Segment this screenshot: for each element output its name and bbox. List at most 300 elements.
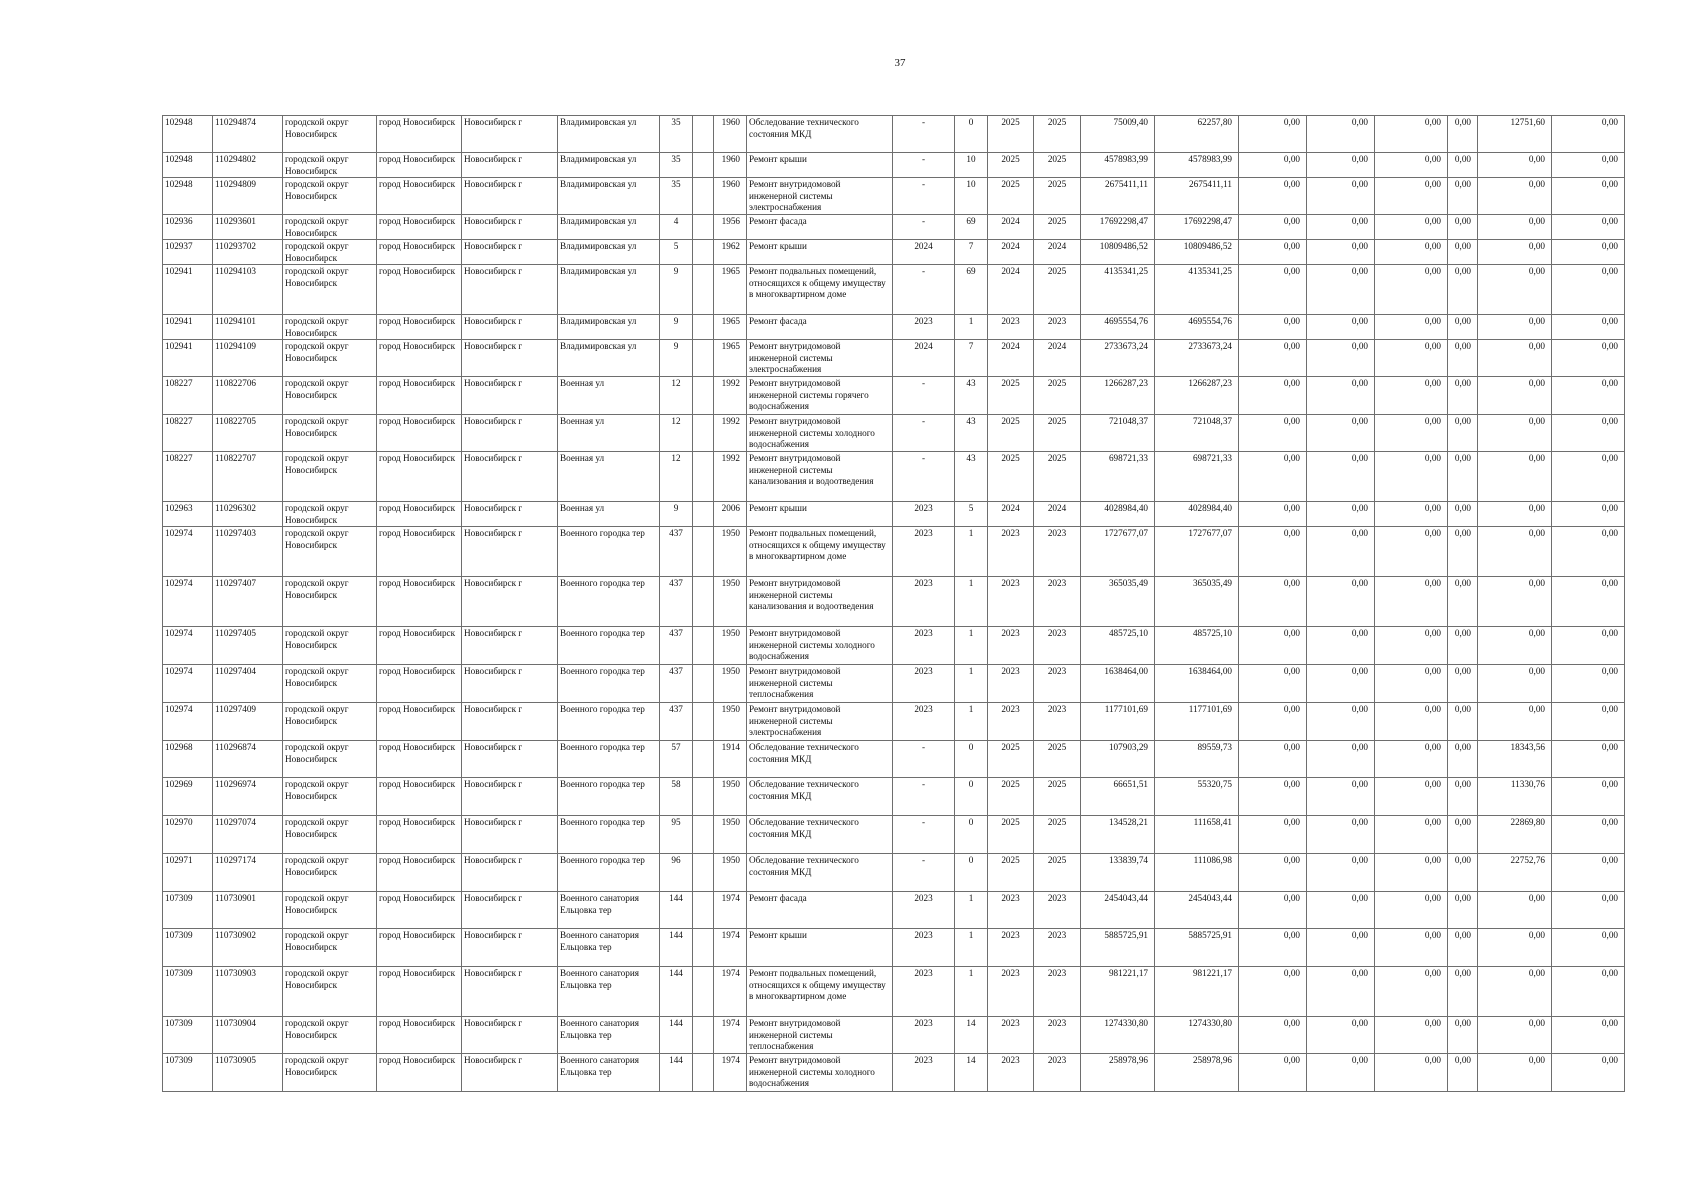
cell-building — [693, 415, 714, 452]
cell-cost-remaining: 0,00 — [1552, 577, 1625, 627]
cell-municipality: городской округ Новосибирск — [283, 215, 377, 240]
cell-cost-other: 0,00 — [1448, 240, 1478, 265]
cell-end-year: 2025 — [1034, 377, 1081, 415]
cell-house-number: 12 — [660, 415, 693, 452]
cell-work-type: Ремонт крыши — [747, 929, 893, 967]
cell-city: Новосибирск г — [462, 340, 558, 377]
cell-plan-year: - — [893, 153, 955, 178]
cell-year-built: 1974 — [714, 967, 747, 1017]
cell-end-year: 2023 — [1034, 665, 1081, 703]
cell-municipality: городской округ Новосибирск — [283, 527, 377, 577]
cell-municipality: городской округ Новосибирск — [283, 1017, 377, 1054]
cell-cost-regional: 0,00 — [1307, 527, 1375, 577]
cell-cost-owners: 0,00 — [1478, 153, 1552, 178]
cell-settlement: город Новосибирск — [377, 265, 462, 315]
cell-municipality: городской округ Новосибирск — [283, 778, 377, 816]
cell-cost-remaining: 0,00 — [1552, 527, 1625, 577]
cell-year-built: 1974 — [714, 1017, 747, 1054]
table-row — [163, 929, 1625, 967]
cell-settlement: город Новосибирск — [377, 703, 462, 741]
cell-plan-year: 2023 — [893, 703, 955, 741]
cell-wear-percent: 1 — [955, 892, 988, 929]
cell-municipality: городской округ Новосибирск — [283, 240, 377, 265]
cell-cost-regional: 0,00 — [1307, 340, 1375, 377]
cell-building — [693, 967, 714, 1017]
cell-cost-local: 0,00 — [1375, 816, 1448, 854]
cell-house-id: 102941 — [163, 315, 213, 340]
cell-cost-owners: 0,00 — [1478, 340, 1552, 377]
cell-cost-other: 0,00 — [1448, 816, 1478, 854]
cell-settlement: город Новосибирск — [377, 816, 462, 854]
cell-cost-other: 0,00 — [1448, 967, 1478, 1017]
cell-cost-regional: 0,00 — [1307, 703, 1375, 741]
cell-cost-other: 0,00 — [1448, 315, 1478, 340]
cell-work-type: Ремонт подвальных помещений, относящихся к общему имуществу в многоквартирном доме — [747, 967, 893, 1017]
cell-work-type: Ремонт крыши — [747, 153, 893, 178]
cell-cost-local: 0,00 — [1375, 215, 1448, 240]
cell-cost-remaining: 0,00 — [1552, 215, 1625, 240]
cell-street: Военная ул — [558, 377, 660, 415]
cell-total-cost: 485725,10 — [1081, 627, 1155, 665]
cell-cost-other: 0,00 — [1448, 627, 1478, 665]
cell-cost-local: 0,00 — [1375, 240, 1448, 265]
cell-house-id: 102969 — [163, 778, 213, 816]
table-row — [163, 703, 1625, 741]
cell-work-type: Ремонт внутридомовой инженерной системы холодного водоснабжения — [747, 627, 893, 665]
cell-city: Новосибирск г — [462, 215, 558, 240]
cell-cost-federal: 0,00 — [1239, 377, 1307, 415]
cell-year-built: 1950 — [714, 778, 747, 816]
cell-building — [693, 116, 714, 153]
cell-building — [693, 929, 714, 967]
cell-start-year: 2023 — [988, 929, 1034, 967]
cell-cost-remaining: 0,00 — [1552, 741, 1625, 778]
cell-cost-remaining: 0,00 — [1552, 452, 1625, 502]
cell-cost-federal: 0,00 — [1239, 415, 1307, 452]
cell-house-number: 437 — [660, 627, 693, 665]
cell-cost-fund: 698721,33 — [1155, 452, 1239, 502]
cell-cost-regional: 0,00 — [1307, 892, 1375, 929]
cell-cost-fund: 2675411,11 — [1155, 178, 1239, 215]
cell-end-year: 2023 — [1034, 315, 1081, 340]
cell-cost-local: 0,00 — [1375, 665, 1448, 703]
cell-cost-local: 0,00 — [1375, 854, 1448, 892]
cell-house-number: 437 — [660, 665, 693, 703]
table-row — [163, 527, 1625, 577]
cell-house-number: 5 — [660, 240, 693, 265]
cell-settlement: город Новосибирск — [377, 215, 462, 240]
cell-street: Владимировская ул — [558, 116, 660, 153]
cell-total-cost: 721048,37 — [1081, 415, 1155, 452]
cell-street: Военного городка тер — [558, 665, 660, 703]
cell-cost-other: 0,00 — [1448, 340, 1478, 377]
table-row — [163, 854, 1625, 892]
cell-plan-year: - — [893, 116, 955, 153]
table-row — [163, 816, 1625, 854]
cell-municipality: городской округ Новосибирск — [283, 153, 377, 178]
cell-year-built: 1965 — [714, 265, 747, 315]
cell-end-year: 2023 — [1034, 892, 1081, 929]
cell-house-id: 102948 — [163, 178, 213, 215]
cell-total-cost: 75009,40 — [1081, 116, 1155, 153]
cell-start-year: 2025 — [988, 377, 1034, 415]
cell-end-year: 2025 — [1034, 178, 1081, 215]
cell-city: Новосибирск г — [462, 1054, 558, 1092]
cell-work-id: 110294874 — [213, 116, 283, 153]
table-row — [163, 741, 1625, 778]
cell-building — [693, 665, 714, 703]
cell-work-type: Ремонт подвальных помещений, относящихся к общему имуществу в многоквартирном доме — [747, 265, 893, 315]
cell-year-built: 1965 — [714, 315, 747, 340]
cell-total-cost: 698721,33 — [1081, 452, 1155, 502]
cell-municipality: городской округ Новосибирск — [283, 1054, 377, 1092]
cell-total-cost: 2733673,24 — [1081, 340, 1155, 377]
cell-total-cost: 10809486,52 — [1081, 240, 1155, 265]
cell-year-built: 1992 — [714, 377, 747, 415]
table-row — [163, 1017, 1625, 1054]
cell-building — [693, 741, 714, 778]
table-row — [163, 778, 1625, 816]
cell-cost-federal: 0,00 — [1239, 1054, 1307, 1092]
cell-end-year: 2023 — [1034, 577, 1081, 627]
cell-house-id: 102974 — [163, 527, 213, 577]
cell-cost-federal: 0,00 — [1239, 577, 1307, 627]
cell-cost-other: 0,00 — [1448, 215, 1478, 240]
cell-cost-remaining: 0,00 — [1552, 178, 1625, 215]
cell-start-year: 2023 — [988, 577, 1034, 627]
cell-cost-local: 0,00 — [1375, 265, 1448, 315]
cell-start-year: 2025 — [988, 741, 1034, 778]
cell-house-id: 107309 — [163, 929, 213, 967]
cell-start-year: 2024 — [988, 502, 1034, 527]
cell-start-year: 2023 — [988, 1054, 1034, 1092]
cell-building — [693, 1017, 714, 1054]
cell-cost-regional: 0,00 — [1307, 816, 1375, 854]
cell-cost-regional: 0,00 — [1307, 778, 1375, 816]
cell-start-year: 2025 — [988, 116, 1034, 153]
cell-settlement: город Новосибирск — [377, 502, 462, 527]
cell-cost-owners: 0,00 — [1478, 527, 1552, 577]
cell-cost-local: 0,00 — [1375, 741, 1448, 778]
cell-work-id: 110297409 — [213, 703, 283, 741]
cell-house-number: 9 — [660, 265, 693, 315]
cell-cost-fund: 1274330,80 — [1155, 1017, 1239, 1054]
cell-wear-percent: 1 — [955, 703, 988, 741]
cell-cost-regional: 0,00 — [1307, 116, 1375, 153]
cell-total-cost: 4028984,40 — [1081, 502, 1155, 527]
cell-start-year: 2025 — [988, 153, 1034, 178]
cell-street: Военного городка тер — [558, 577, 660, 627]
cell-cost-regional: 0,00 — [1307, 153, 1375, 178]
cell-end-year: 2023 — [1034, 703, 1081, 741]
cell-wear-percent: 1 — [955, 577, 988, 627]
cell-house-number: 12 — [660, 377, 693, 415]
cell-work-type: Ремонт внутридомовой инженерной системы канализования и водоотведения — [747, 452, 893, 502]
cell-work-id: 110297074 — [213, 816, 283, 854]
cell-end-year: 2025 — [1034, 265, 1081, 315]
cell-start-year: 2023 — [988, 703, 1034, 741]
cell-house-number: 12 — [660, 452, 693, 502]
cell-settlement: город Новосибирск — [377, 1054, 462, 1092]
cell-house-number: 57 — [660, 741, 693, 778]
cell-work-id: 110294103 — [213, 265, 283, 315]
cell-street: Владимировская ул — [558, 340, 660, 377]
cell-cost-regional: 0,00 — [1307, 502, 1375, 527]
cell-work-type: Ремонт внутридомовой инженерной системы электроснабжения — [747, 178, 893, 215]
cell-building — [693, 178, 714, 215]
cell-cost-owners: 0,00 — [1478, 577, 1552, 627]
cell-cost-regional: 0,00 — [1307, 967, 1375, 1017]
cell-settlement: город Новосибирск — [377, 315, 462, 340]
cell-building — [693, 315, 714, 340]
cell-cost-federal: 0,00 — [1239, 778, 1307, 816]
cell-work-id: 110297407 — [213, 577, 283, 627]
cell-cost-fund: 89559,73 — [1155, 741, 1239, 778]
cell-wear-percent: 43 — [955, 377, 988, 415]
cell-work-id: 110296974 — [213, 778, 283, 816]
cell-wear-percent: 14 — [955, 1054, 988, 1092]
cell-city: Новосибирск г — [462, 665, 558, 703]
cell-work-id: 110822705 — [213, 415, 283, 452]
cell-house-id: 107309 — [163, 1017, 213, 1054]
cell-cost-owners: 0,00 — [1478, 415, 1552, 452]
cell-cost-fund: 1727677,07 — [1155, 527, 1239, 577]
cell-municipality: городской округ Новосибирск — [283, 577, 377, 627]
cell-municipality: городской округ Новосибирск — [283, 929, 377, 967]
cell-street: Военного санатория Ельцовка тер — [558, 892, 660, 929]
cell-end-year: 2025 — [1034, 452, 1081, 502]
cell-settlement: город Новосибирск — [377, 665, 462, 703]
cell-building — [693, 265, 714, 315]
cell-total-cost: 4578983,99 — [1081, 153, 1155, 178]
cell-cost-federal: 0,00 — [1239, 315, 1307, 340]
cell-cost-owners: 0,00 — [1478, 502, 1552, 527]
cell-cost-owners: 0,00 — [1478, 892, 1552, 929]
cell-house-number: 96 — [660, 854, 693, 892]
cell-settlement: город Новосибирск — [377, 527, 462, 577]
cell-wear-percent: 69 — [955, 215, 988, 240]
cell-cost-remaining: 0,00 — [1552, 627, 1625, 665]
cell-cost-other: 0,00 — [1448, 377, 1478, 415]
cell-year-built: 1914 — [714, 741, 747, 778]
cell-end-year: 2023 — [1034, 627, 1081, 665]
cell-municipality: городской округ Новосибирск — [283, 854, 377, 892]
cell-work-type: Обследование технического состояния МКД — [747, 778, 893, 816]
cell-total-cost: 1177101,69 — [1081, 703, 1155, 741]
cell-house-id: 102941 — [163, 340, 213, 377]
cell-cost-remaining: 0,00 — [1552, 816, 1625, 854]
cell-municipality: городской округ Новосибирск — [283, 816, 377, 854]
cell-city: Новосибирск г — [462, 502, 558, 527]
cell-work-id: 110297405 — [213, 627, 283, 665]
cell-municipality: городской округ Новосибирск — [283, 892, 377, 929]
cell-year-built: 1950 — [714, 665, 747, 703]
table-row — [163, 627, 1625, 665]
cell-city: Новосибирск г — [462, 778, 558, 816]
cell-cost-other: 0,00 — [1448, 1054, 1478, 1092]
cell-city: Новосибирск г — [462, 929, 558, 967]
cell-cost-federal: 0,00 — [1239, 892, 1307, 929]
page-number: 37 — [894, 57, 906, 69]
cell-cost-local: 0,00 — [1375, 178, 1448, 215]
cell-plan-year: - — [893, 854, 955, 892]
cell-total-cost: 2675411,11 — [1081, 178, 1155, 215]
cell-municipality: городской округ Новосибирск — [283, 116, 377, 153]
cell-building — [693, 527, 714, 577]
cell-cost-remaining: 0,00 — [1552, 315, 1625, 340]
cell-cost-fund: 2733673,24 — [1155, 340, 1239, 377]
cell-cost-local: 0,00 — [1375, 1054, 1448, 1092]
cell-work-type: Ремонт внутридомовой инженерной системы электроснабжения — [747, 340, 893, 377]
table-row — [163, 153, 1625, 178]
cell-plan-year: - — [893, 265, 955, 315]
cell-start-year: 2024 — [988, 265, 1034, 315]
cell-settlement: город Новосибирск — [377, 778, 462, 816]
cell-cost-remaining: 0,00 — [1552, 778, 1625, 816]
cell-cost-regional: 0,00 — [1307, 1054, 1375, 1092]
cell-year-built: 1974 — [714, 892, 747, 929]
cell-municipality: городской округ Новосибирск — [283, 340, 377, 377]
cell-city: Новосибирск г — [462, 1017, 558, 1054]
cell-city: Новосибирск г — [462, 741, 558, 778]
cell-municipality: городской округ Новосибирск — [283, 315, 377, 340]
cell-end-year: 2024 — [1034, 240, 1081, 265]
cell-total-cost: 1266287,23 — [1081, 377, 1155, 415]
cell-settlement: город Новосибирск — [377, 240, 462, 265]
cell-city: Новосибирск г — [462, 854, 558, 892]
cell-year-built: 1974 — [714, 929, 747, 967]
cell-cost-other: 0,00 — [1448, 527, 1478, 577]
cell-start-year: 2025 — [988, 415, 1034, 452]
cell-cost-local: 0,00 — [1375, 340, 1448, 377]
cell-cost-owners: 0,00 — [1478, 1054, 1552, 1092]
cell-plan-year: 2023 — [893, 1054, 955, 1092]
cell-settlement: город Новосибирск — [377, 741, 462, 778]
cell-work-type: Ремонт фасада — [747, 892, 893, 929]
cell-wear-percent: 1 — [955, 315, 988, 340]
cell-cost-remaining: 0,00 — [1552, 240, 1625, 265]
cell-year-built: 1950 — [714, 577, 747, 627]
cell-house-id: 107309 — [163, 892, 213, 929]
cell-cost-regional: 0,00 — [1307, 741, 1375, 778]
cell-plan-year: 2023 — [893, 967, 955, 1017]
cell-cost-regional: 0,00 — [1307, 415, 1375, 452]
cell-house-id: 102948 — [163, 116, 213, 153]
cell-municipality: городской округ Новосибирск — [283, 967, 377, 1017]
cell-cost-federal: 0,00 — [1239, 527, 1307, 577]
cell-wear-percent: 0 — [955, 778, 988, 816]
cell-total-cost: 2454043,44 — [1081, 892, 1155, 929]
cell-work-type: Ремонт подвальных помещений, относящихся к общему имуществу в многоквартирном доме — [747, 527, 893, 577]
table-row — [163, 315, 1625, 340]
cell-cost-fund: 485725,10 — [1155, 627, 1239, 665]
cell-total-cost: 1638464,00 — [1081, 665, 1155, 703]
cell-cost-owners: 0,00 — [1478, 929, 1552, 967]
cell-work-type: Ремонт внутридомовой инженерной системы канализования и водоотведения — [747, 577, 893, 627]
cell-cost-fund: 4135341,25 — [1155, 265, 1239, 315]
cell-cost-fund: 365035,49 — [1155, 577, 1239, 627]
cell-wear-percent: 10 — [955, 153, 988, 178]
cell-cost-remaining: 0,00 — [1552, 665, 1625, 703]
cell-cost-fund: 62257,80 — [1155, 116, 1239, 153]
cell-cost-federal: 0,00 — [1239, 502, 1307, 527]
cell-cost-remaining: 0,00 — [1552, 415, 1625, 452]
cell-total-cost: 4135341,25 — [1081, 265, 1155, 315]
cell-cost-owners: 0,00 — [1478, 703, 1552, 741]
cell-start-year: 2023 — [988, 627, 1034, 665]
cell-start-year: 2024 — [988, 215, 1034, 240]
cell-house-number: 35 — [660, 153, 693, 178]
cell-house-id: 107309 — [163, 1054, 213, 1092]
cell-cost-local: 0,00 — [1375, 892, 1448, 929]
cell-street: Военного городка тер — [558, 816, 660, 854]
cell-cost-local: 0,00 — [1375, 502, 1448, 527]
cell-year-built: 1956 — [714, 215, 747, 240]
cell-cost-fund: 55320,75 — [1155, 778, 1239, 816]
cell-wear-percent: 0 — [955, 854, 988, 892]
cell-cost-regional: 0,00 — [1307, 215, 1375, 240]
cell-building — [693, 1054, 714, 1092]
cell-start-year: 2023 — [988, 967, 1034, 1017]
cell-work-type: Ремонт фасада — [747, 315, 893, 340]
cell-wear-percent: 69 — [955, 265, 988, 315]
cell-municipality: городской округ Новосибирск — [283, 665, 377, 703]
cell-house-id: 102974 — [163, 665, 213, 703]
cell-cost-other: 0,00 — [1448, 415, 1478, 452]
cell-cost-federal: 0,00 — [1239, 153, 1307, 178]
cell-building — [693, 892, 714, 929]
cell-end-year: 2023 — [1034, 967, 1081, 1017]
cell-cost-fund: 1638464,00 — [1155, 665, 1239, 703]
cell-cost-fund: 111086,98 — [1155, 854, 1239, 892]
cell-settlement: город Новосибирск — [377, 116, 462, 153]
cell-cost-remaining: 0,00 — [1552, 1054, 1625, 1092]
cell-street: Военного городка тер — [558, 778, 660, 816]
cell-work-id: 110294809 — [213, 178, 283, 215]
cell-cost-other: 0,00 — [1448, 929, 1478, 967]
cell-cost-local: 0,00 — [1375, 315, 1448, 340]
cell-wear-percent: 14 — [955, 1017, 988, 1054]
cell-total-cost: 1274330,80 — [1081, 1017, 1155, 1054]
cell-street: Владимировская ул — [558, 265, 660, 315]
cell-plan-year: 2023 — [893, 665, 955, 703]
cell-total-cost: 365035,49 — [1081, 577, 1155, 627]
cell-work-id: 110297404 — [213, 665, 283, 703]
cell-plan-year: 2023 — [893, 502, 955, 527]
cell-plan-year: 2023 — [893, 577, 955, 627]
cell-plan-year: 2023 — [893, 892, 955, 929]
cell-plan-year: 2023 — [893, 527, 955, 577]
cell-year-built: 2006 — [714, 502, 747, 527]
cell-wear-percent: 1 — [955, 627, 988, 665]
cell-cost-regional: 0,00 — [1307, 377, 1375, 415]
cell-house-id: 102974 — [163, 703, 213, 741]
cell-building — [693, 340, 714, 377]
cell-house-number: 144 — [660, 892, 693, 929]
cell-wear-percent: 7 — [955, 240, 988, 265]
cell-work-id: 110296302 — [213, 502, 283, 527]
cell-cost-fund: 4028984,40 — [1155, 502, 1239, 527]
cell-year-built: 1992 — [714, 452, 747, 502]
cell-cost-local: 0,00 — [1375, 577, 1448, 627]
cell-year-built: 1960 — [714, 178, 747, 215]
cell-house-id: 102936 — [163, 215, 213, 240]
cell-cost-regional: 0,00 — [1307, 929, 1375, 967]
cell-wear-percent: 0 — [955, 741, 988, 778]
cell-year-built: 1992 — [714, 415, 747, 452]
cell-cost-local: 0,00 — [1375, 116, 1448, 153]
cell-year-built: 1960 — [714, 153, 747, 178]
